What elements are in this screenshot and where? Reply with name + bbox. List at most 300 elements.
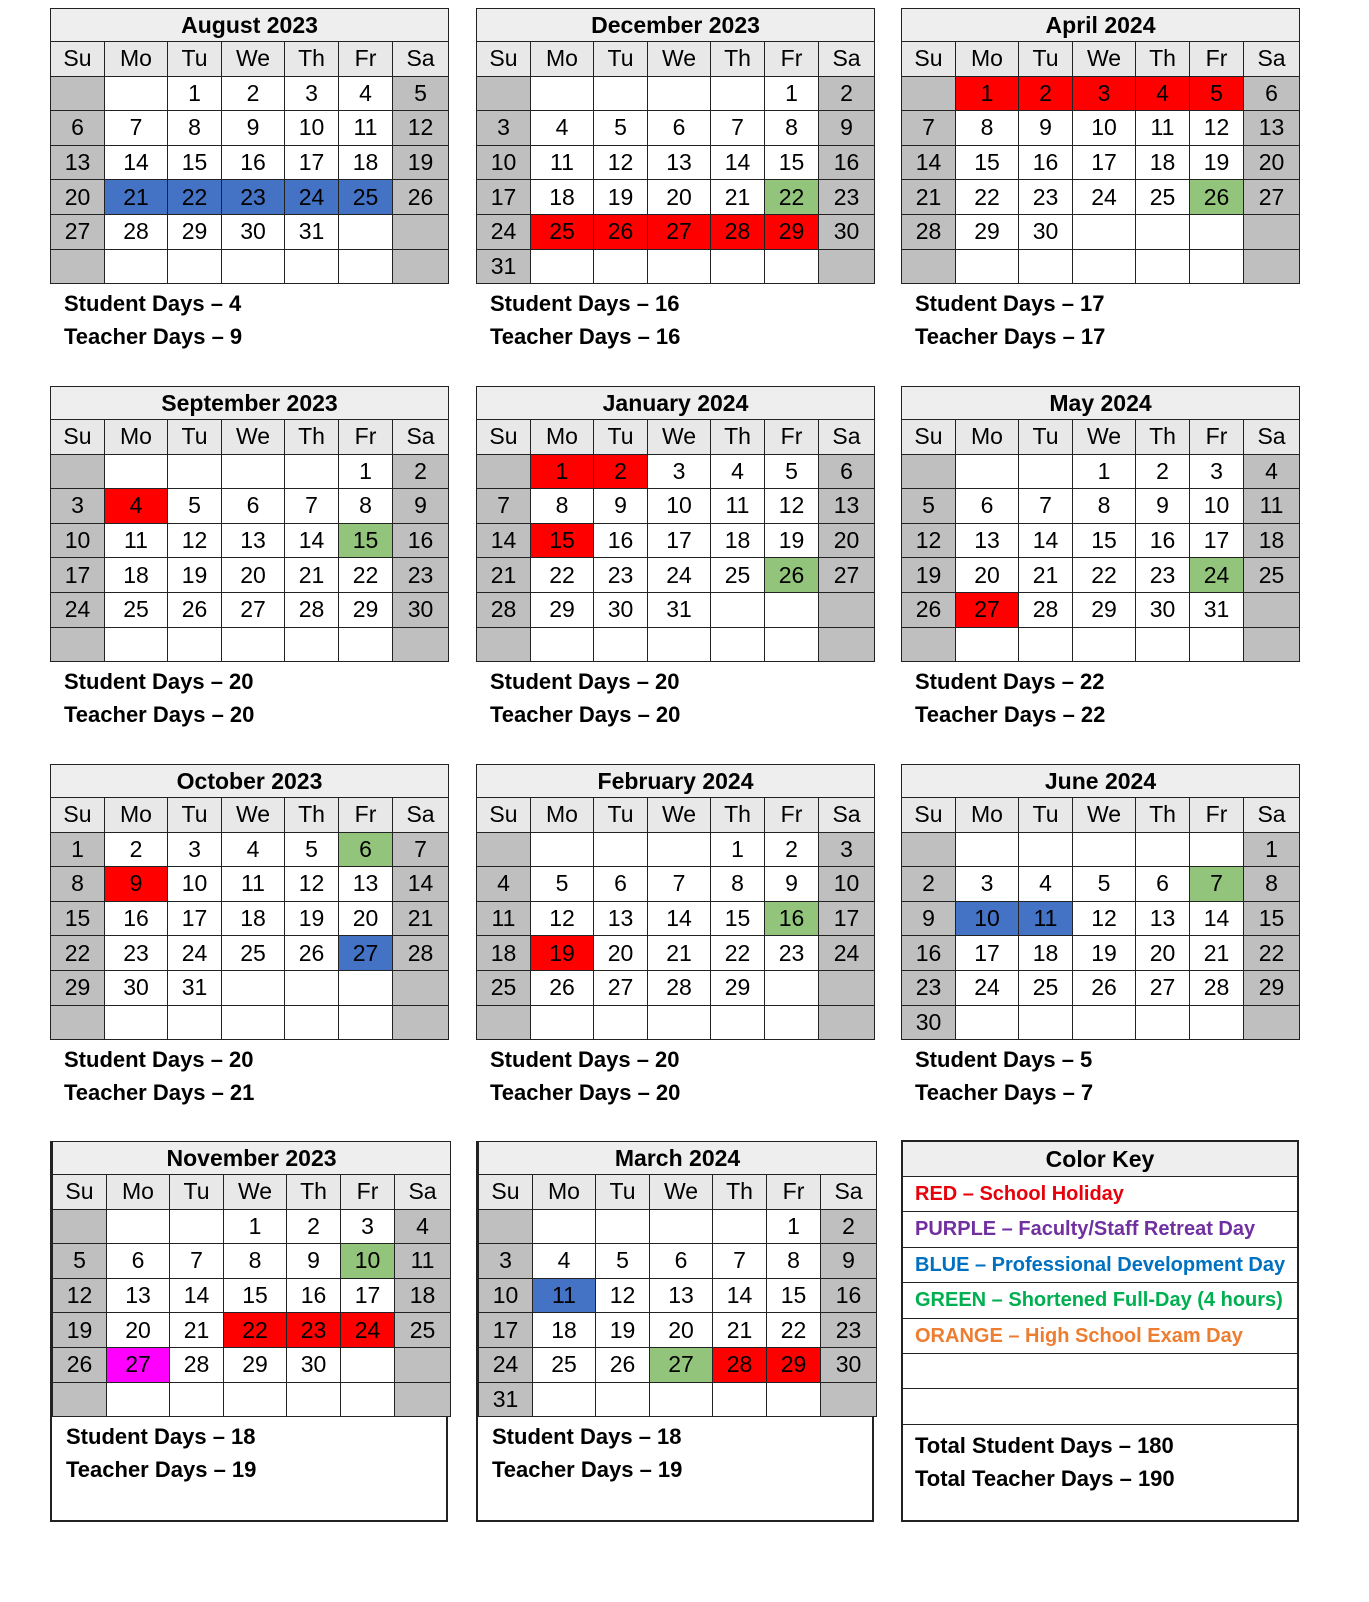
day-cell: 23 bbox=[819, 180, 875, 215]
empty-cell bbox=[339, 627, 393, 662]
day-cell: 4 bbox=[222, 832, 285, 867]
day-cell: 17 bbox=[648, 523, 711, 558]
empty-cell bbox=[339, 1005, 393, 1040]
weekday-header: Th bbox=[285, 420, 339, 455]
day-cell: 5 bbox=[596, 1244, 650, 1279]
day-cell: 22 bbox=[1244, 936, 1300, 971]
day-cell: 3 bbox=[648, 454, 711, 489]
day-cell: 30 bbox=[1136, 592, 1190, 627]
day-cell: 20 bbox=[648, 180, 711, 215]
empty-cell bbox=[341, 1382, 395, 1417]
teacher-days: Teacher Days – 22 bbox=[915, 702, 1106, 728]
day-cell: 22 bbox=[224, 1313, 287, 1348]
empty-cell bbox=[477, 627, 531, 662]
day-cell: 6 bbox=[819, 454, 875, 489]
day-cell: 5 bbox=[1073, 867, 1136, 902]
weekday-header: Sa bbox=[819, 42, 875, 77]
month-february-2024 bbox=[476, 764, 874, 1109]
day-cell: 30 bbox=[105, 970, 168, 1005]
day-cell: 30 bbox=[594, 592, 648, 627]
teacher-days: Teacher Days – 20 bbox=[64, 702, 255, 728]
day-cell: 28 bbox=[285, 592, 339, 627]
day-cell: 30 bbox=[902, 1005, 956, 1040]
day-cell: 15 bbox=[1073, 523, 1136, 558]
weekday-header: Sa bbox=[395, 1175, 451, 1210]
day-counts bbox=[901, 287, 1299, 353]
weekday-header: Mo bbox=[956, 42, 1019, 77]
day-counts bbox=[476, 1043, 874, 1109]
day-cell: 27 bbox=[819, 558, 875, 593]
day-cell: 15 bbox=[168, 145, 222, 180]
day-counts bbox=[901, 1043, 1299, 1109]
day-cell: 14 bbox=[1190, 901, 1244, 936]
weekday-header: Mo bbox=[107, 1175, 170, 1210]
weekday-header: Su bbox=[51, 420, 105, 455]
empty-cell bbox=[594, 76, 648, 111]
day-cell: 20 bbox=[1136, 936, 1190, 971]
day-cell: 21 bbox=[1190, 936, 1244, 971]
weekday-header: We bbox=[1073, 798, 1136, 833]
day-cell: 20 bbox=[51, 180, 105, 215]
color-key bbox=[901, 1140, 1299, 1522]
day-cell: 31 bbox=[479, 1382, 533, 1417]
day-cell: 18 bbox=[1244, 523, 1300, 558]
empty-cell bbox=[713, 1209, 767, 1244]
day-cell: 26 bbox=[53, 1347, 107, 1382]
empty-cell bbox=[1019, 627, 1073, 662]
day-cell: 9 bbox=[594, 489, 648, 524]
day-cell: 19 bbox=[393, 145, 449, 180]
empty-cell bbox=[650, 1209, 713, 1244]
empty-cell bbox=[711, 1005, 765, 1040]
day-cell: 29 bbox=[51, 970, 105, 1005]
empty-cell bbox=[765, 592, 819, 627]
day-counts bbox=[50, 287, 448, 353]
empty-cell bbox=[1019, 249, 1073, 284]
day-cell: 31 bbox=[648, 592, 711, 627]
day-cell: 3 bbox=[168, 832, 222, 867]
day-cell: 14 bbox=[902, 145, 956, 180]
day-cell: 9 bbox=[821, 1244, 877, 1279]
day-cell: 20 bbox=[956, 558, 1019, 593]
day-cell: 23 bbox=[765, 936, 819, 971]
day-cell: 14 bbox=[477, 523, 531, 558]
day-cell: 28 bbox=[170, 1347, 224, 1382]
empty-cell bbox=[1073, 249, 1136, 284]
empty-cell bbox=[105, 1005, 168, 1040]
empty-cell bbox=[393, 627, 449, 662]
empty-cell bbox=[285, 249, 339, 284]
day-cell: 26 bbox=[596, 1347, 650, 1382]
empty-cell bbox=[1019, 832, 1073, 867]
key-purple: PURPLE – Faculty/Staff Retreat Day bbox=[903, 1212, 1297, 1247]
weekday-header: Fr bbox=[339, 42, 393, 77]
day-cell: 20 bbox=[222, 558, 285, 593]
empty-cell bbox=[711, 249, 765, 284]
weekday-header: Fr bbox=[765, 42, 819, 77]
empty-cell bbox=[1073, 627, 1136, 662]
empty-cell bbox=[285, 970, 339, 1005]
day-cell: 14 bbox=[285, 523, 339, 558]
teacher-days: Teacher Days – 20 bbox=[490, 1080, 681, 1106]
day-cell: 29 bbox=[339, 592, 393, 627]
day-counts bbox=[50, 1043, 448, 1109]
day-cell: 1 bbox=[224, 1209, 287, 1244]
weekday-header: Tu bbox=[168, 798, 222, 833]
day-cell: 25 bbox=[533, 1347, 596, 1382]
empty-cell bbox=[395, 1382, 451, 1417]
day-cell: 23 bbox=[222, 180, 285, 215]
day-cell: 21 bbox=[105, 180, 168, 215]
empty-cell bbox=[765, 1005, 819, 1040]
day-cell: 12 bbox=[902, 523, 956, 558]
day-cell: 15 bbox=[224, 1278, 287, 1313]
day-cell: 24 bbox=[819, 936, 875, 971]
day-cell: 4 bbox=[105, 489, 168, 524]
day-cell: 24 bbox=[648, 558, 711, 593]
day-cell: 25 bbox=[1136, 180, 1190, 215]
weekday-header: Su bbox=[51, 798, 105, 833]
day-cell: 11 bbox=[1244, 489, 1300, 524]
weekday-header: We bbox=[648, 42, 711, 77]
day-cell: 29 bbox=[531, 592, 594, 627]
day-cell: 5 bbox=[531, 867, 594, 902]
weekday-header: Mo bbox=[105, 798, 168, 833]
day-cell: 26 bbox=[531, 970, 594, 1005]
empty-cell bbox=[711, 76, 765, 111]
day-cell: 15 bbox=[711, 901, 765, 936]
empty-cell bbox=[1190, 832, 1244, 867]
weekday-header: Fr bbox=[1190, 420, 1244, 455]
day-cell: 3 bbox=[51, 489, 105, 524]
day-counts bbox=[476, 287, 874, 353]
day-cell: 29 bbox=[765, 214, 819, 249]
day-cell: 13 bbox=[819, 489, 875, 524]
month-title: March 2024 bbox=[479, 1142, 877, 1175]
day-cell: 23 bbox=[393, 558, 449, 593]
day-cell: 18 bbox=[105, 558, 168, 593]
weekday-header: Tu bbox=[594, 420, 648, 455]
weekday-header: Sa bbox=[1244, 798, 1300, 833]
weekday-header: Mo bbox=[105, 420, 168, 455]
weekday-header: Th bbox=[1136, 798, 1190, 833]
day-cell: 30 bbox=[819, 214, 875, 249]
weekday-header: Sa bbox=[821, 1175, 877, 1210]
day-cell: 13 bbox=[594, 901, 648, 936]
day-cell: 12 bbox=[285, 867, 339, 902]
empty-cell bbox=[648, 832, 711, 867]
day-cell: 19 bbox=[531, 936, 594, 971]
student-days: Student Days – 5 bbox=[915, 1047, 1093, 1073]
empty-cell bbox=[105, 249, 168, 284]
day-cell: 6 bbox=[1136, 867, 1190, 902]
day-cell: 16 bbox=[765, 901, 819, 936]
day-cell: 22 bbox=[339, 558, 393, 593]
key-red: RED – School Holiday bbox=[903, 1177, 1297, 1212]
day-cell: 14 bbox=[1019, 523, 1073, 558]
empty-cell bbox=[170, 1382, 224, 1417]
empty-cell bbox=[648, 249, 711, 284]
day-cell: 8 bbox=[168, 111, 222, 146]
day-cell: 28 bbox=[393, 936, 449, 971]
empty-cell bbox=[477, 1005, 531, 1040]
weekday-header: Su bbox=[902, 42, 956, 77]
day-cell: 10 bbox=[819, 867, 875, 902]
empty-cell bbox=[533, 1382, 596, 1417]
day-cell: 28 bbox=[1190, 970, 1244, 1005]
day-cell: 2 bbox=[222, 76, 285, 111]
empty-cell bbox=[819, 627, 875, 662]
day-cell: 22 bbox=[51, 936, 105, 971]
day-cell: 10 bbox=[341, 1244, 395, 1279]
weekday-header: Sa bbox=[393, 798, 449, 833]
day-cell: 18 bbox=[395, 1278, 451, 1313]
day-cell: 3 bbox=[819, 832, 875, 867]
empty-cell bbox=[168, 1005, 222, 1040]
student-days: Student Days – 18 bbox=[492, 1424, 682, 1450]
day-cell: 25 bbox=[339, 180, 393, 215]
day-cell: 16 bbox=[1019, 145, 1073, 180]
day-cell: 7 bbox=[285, 489, 339, 524]
day-cell: 18 bbox=[1019, 936, 1073, 971]
day-cell: 5 bbox=[168, 489, 222, 524]
weekday-header: Mo bbox=[956, 420, 1019, 455]
empty-cell bbox=[1244, 214, 1300, 249]
day-cell: 20 bbox=[107, 1313, 170, 1348]
empty-cell bbox=[648, 627, 711, 662]
month-october-2023 bbox=[50, 764, 448, 1109]
weekday-header: Tu bbox=[594, 798, 648, 833]
empty-cell bbox=[168, 454, 222, 489]
teacher-days: Teacher Days – 17 bbox=[915, 324, 1106, 350]
day-cell: 11 bbox=[339, 111, 393, 146]
empty-cell bbox=[956, 1005, 1019, 1040]
day-cell: 10 bbox=[285, 111, 339, 146]
day-cell: 20 bbox=[1244, 145, 1300, 180]
weekday-header: Sa bbox=[393, 42, 449, 77]
day-cell: 14 bbox=[393, 867, 449, 902]
day-cell: 23 bbox=[902, 970, 956, 1005]
day-cell: 15 bbox=[1244, 901, 1300, 936]
empty-cell bbox=[902, 627, 956, 662]
day-cell: 2 bbox=[821, 1209, 877, 1244]
empty-cell bbox=[339, 970, 393, 1005]
empty-cell bbox=[168, 627, 222, 662]
day-cell: 3 bbox=[956, 867, 1019, 902]
day-cell: 30 bbox=[287, 1347, 341, 1382]
day-cell: 16 bbox=[1136, 523, 1190, 558]
day-cell: 27 bbox=[648, 214, 711, 249]
weekday-header: We bbox=[648, 420, 711, 455]
day-cell: 21 bbox=[393, 901, 449, 936]
day-cell: 4 bbox=[1244, 454, 1300, 489]
day-cell: 27 bbox=[650, 1347, 713, 1382]
weekday-header: Tu bbox=[1019, 798, 1073, 833]
teacher-days: Teacher Days – 7 bbox=[915, 1080, 1094, 1106]
day-cell: 15 bbox=[339, 523, 393, 558]
empty-cell bbox=[594, 249, 648, 284]
day-cell: 17 bbox=[1073, 145, 1136, 180]
weekday-header: Sa bbox=[393, 420, 449, 455]
day-cell: 19 bbox=[285, 901, 339, 936]
empty-cell bbox=[1190, 627, 1244, 662]
day-cell: 27 bbox=[594, 970, 648, 1005]
day-cell: 14 bbox=[711, 145, 765, 180]
day-cell: 25 bbox=[711, 558, 765, 593]
day-cell: 1 bbox=[1073, 454, 1136, 489]
day-cell: 11 bbox=[711, 489, 765, 524]
weekday-header: Fr bbox=[339, 798, 393, 833]
day-cell: 16 bbox=[594, 523, 648, 558]
empty-cell bbox=[594, 627, 648, 662]
day-cell: 22 bbox=[168, 180, 222, 215]
empty-cell bbox=[1073, 1005, 1136, 1040]
day-cell: 4 bbox=[339, 76, 393, 111]
month-may-2024 bbox=[901, 386, 1299, 731]
day-cell: 27 bbox=[339, 936, 393, 971]
day-cell: 26 bbox=[594, 214, 648, 249]
day-cell: 4 bbox=[477, 867, 531, 902]
day-cell: 12 bbox=[594, 145, 648, 180]
weekday-header: Sa bbox=[1244, 42, 1300, 77]
empty-cell bbox=[1244, 627, 1300, 662]
empty-cell bbox=[51, 454, 105, 489]
month-title: August 2023 bbox=[51, 9, 449, 42]
weekday-header: We bbox=[222, 798, 285, 833]
day-cell: 7 bbox=[711, 111, 765, 146]
day-cell: 23 bbox=[1136, 558, 1190, 593]
day-cell: 19 bbox=[168, 558, 222, 593]
empty-cell bbox=[1136, 832, 1190, 867]
month-title: June 2024 bbox=[902, 765, 1300, 798]
day-cell: 2 bbox=[393, 454, 449, 489]
day-cell: 12 bbox=[1073, 901, 1136, 936]
day-cell: 17 bbox=[479, 1313, 533, 1348]
day-cell: 3 bbox=[341, 1209, 395, 1244]
day-cell: 2 bbox=[1136, 454, 1190, 489]
weekday-header: Tu bbox=[168, 42, 222, 77]
day-cell: 8 bbox=[1244, 867, 1300, 902]
empty-cell bbox=[285, 1005, 339, 1040]
day-cell: 8 bbox=[339, 489, 393, 524]
weekday-header: We bbox=[1073, 42, 1136, 77]
day-cell: 10 bbox=[168, 867, 222, 902]
day-cell: 18 bbox=[531, 180, 594, 215]
day-cell: 10 bbox=[956, 901, 1019, 936]
day-cell: 24 bbox=[1073, 180, 1136, 215]
weekday-header: Fr bbox=[1190, 798, 1244, 833]
day-cell: 22 bbox=[765, 180, 819, 215]
key-green: GREEN – Shortened Full-Day (4 hours) bbox=[903, 1283, 1297, 1318]
day-cell: 6 bbox=[956, 489, 1019, 524]
day-cell: 31 bbox=[285, 214, 339, 249]
day-cell: 25 bbox=[395, 1313, 451, 1348]
day-cell: 23 bbox=[287, 1313, 341, 1348]
day-cell: 16 bbox=[287, 1278, 341, 1313]
month-november-2023 bbox=[50, 1141, 448, 1522]
teacher-days: Teacher Days – 21 bbox=[64, 1080, 255, 1106]
day-cell: 2 bbox=[1019, 76, 1073, 111]
day-cell: 21 bbox=[711, 180, 765, 215]
day-cell: 20 bbox=[339, 901, 393, 936]
day-cell: 13 bbox=[1244, 111, 1300, 146]
empty-cell bbox=[531, 627, 594, 662]
day-cell: 6 bbox=[650, 1244, 713, 1279]
day-cell: 19 bbox=[902, 558, 956, 593]
total-teacher-days: Total Teacher Days – 190 bbox=[915, 1465, 1175, 1491]
weekday-header: Su bbox=[477, 420, 531, 455]
day-cell: 28 bbox=[902, 214, 956, 249]
student-days: Student Days – 20 bbox=[64, 669, 254, 695]
day-cell: 12 bbox=[393, 111, 449, 146]
day-cell: 9 bbox=[819, 111, 875, 146]
day-cell: 25 bbox=[105, 592, 168, 627]
empty-cell bbox=[533, 1209, 596, 1244]
day-cell: 25 bbox=[531, 214, 594, 249]
day-cell: 10 bbox=[1073, 111, 1136, 146]
day-cell: 3 bbox=[285, 76, 339, 111]
day-cell: 21 bbox=[648, 936, 711, 971]
day-cell: 24 bbox=[51, 592, 105, 627]
day-cell: 4 bbox=[531, 111, 594, 146]
day-cell: 13 bbox=[222, 523, 285, 558]
empty-cell bbox=[107, 1209, 170, 1244]
day-cell: 12 bbox=[53, 1278, 107, 1313]
empty-cell bbox=[53, 1209, 107, 1244]
day-cell: 8 bbox=[765, 111, 819, 146]
day-counts bbox=[50, 665, 448, 731]
empty-cell bbox=[51, 627, 105, 662]
day-cell: 9 bbox=[1136, 489, 1190, 524]
month-title: February 2024 bbox=[477, 765, 875, 798]
weekday-header: We bbox=[1073, 420, 1136, 455]
day-cell: 27 bbox=[1136, 970, 1190, 1005]
empty-cell bbox=[821, 1382, 877, 1417]
day-cell: 1 bbox=[339, 454, 393, 489]
day-cell: 21 bbox=[1019, 558, 1073, 593]
day-cell: 3 bbox=[1073, 76, 1136, 111]
day-cell: 26 bbox=[285, 936, 339, 971]
day-cell: 30 bbox=[821, 1347, 877, 1382]
weekday-header: Th bbox=[711, 798, 765, 833]
day-cell: 23 bbox=[105, 936, 168, 971]
day-cell: 9 bbox=[222, 111, 285, 146]
day-cell: 17 bbox=[477, 180, 531, 215]
month-december-2023 bbox=[476, 8, 874, 353]
weekday-header: Mo bbox=[533, 1175, 596, 1210]
day-cell: 24 bbox=[1190, 558, 1244, 593]
day-cell: 25 bbox=[1244, 558, 1300, 593]
empty-cell bbox=[902, 249, 956, 284]
weekday-header: Su bbox=[53, 1175, 107, 1210]
empty-cell bbox=[902, 76, 956, 111]
day-cell: 4 bbox=[395, 1209, 451, 1244]
day-cell: 11 bbox=[1136, 111, 1190, 146]
day-cell: 14 bbox=[648, 901, 711, 936]
weekday-header: Su bbox=[902, 420, 956, 455]
day-cell: 23 bbox=[1019, 180, 1073, 215]
day-cell: 5 bbox=[285, 832, 339, 867]
empty-cell bbox=[51, 249, 105, 284]
empty-cell bbox=[956, 249, 1019, 284]
day-cell: 19 bbox=[765, 523, 819, 558]
day-cell: 30 bbox=[393, 592, 449, 627]
day-cell: 17 bbox=[51, 558, 105, 593]
day-cell: 8 bbox=[767, 1244, 821, 1279]
day-cell: 16 bbox=[902, 936, 956, 971]
day-cell: 8 bbox=[531, 489, 594, 524]
empty-cell bbox=[170, 1209, 224, 1244]
